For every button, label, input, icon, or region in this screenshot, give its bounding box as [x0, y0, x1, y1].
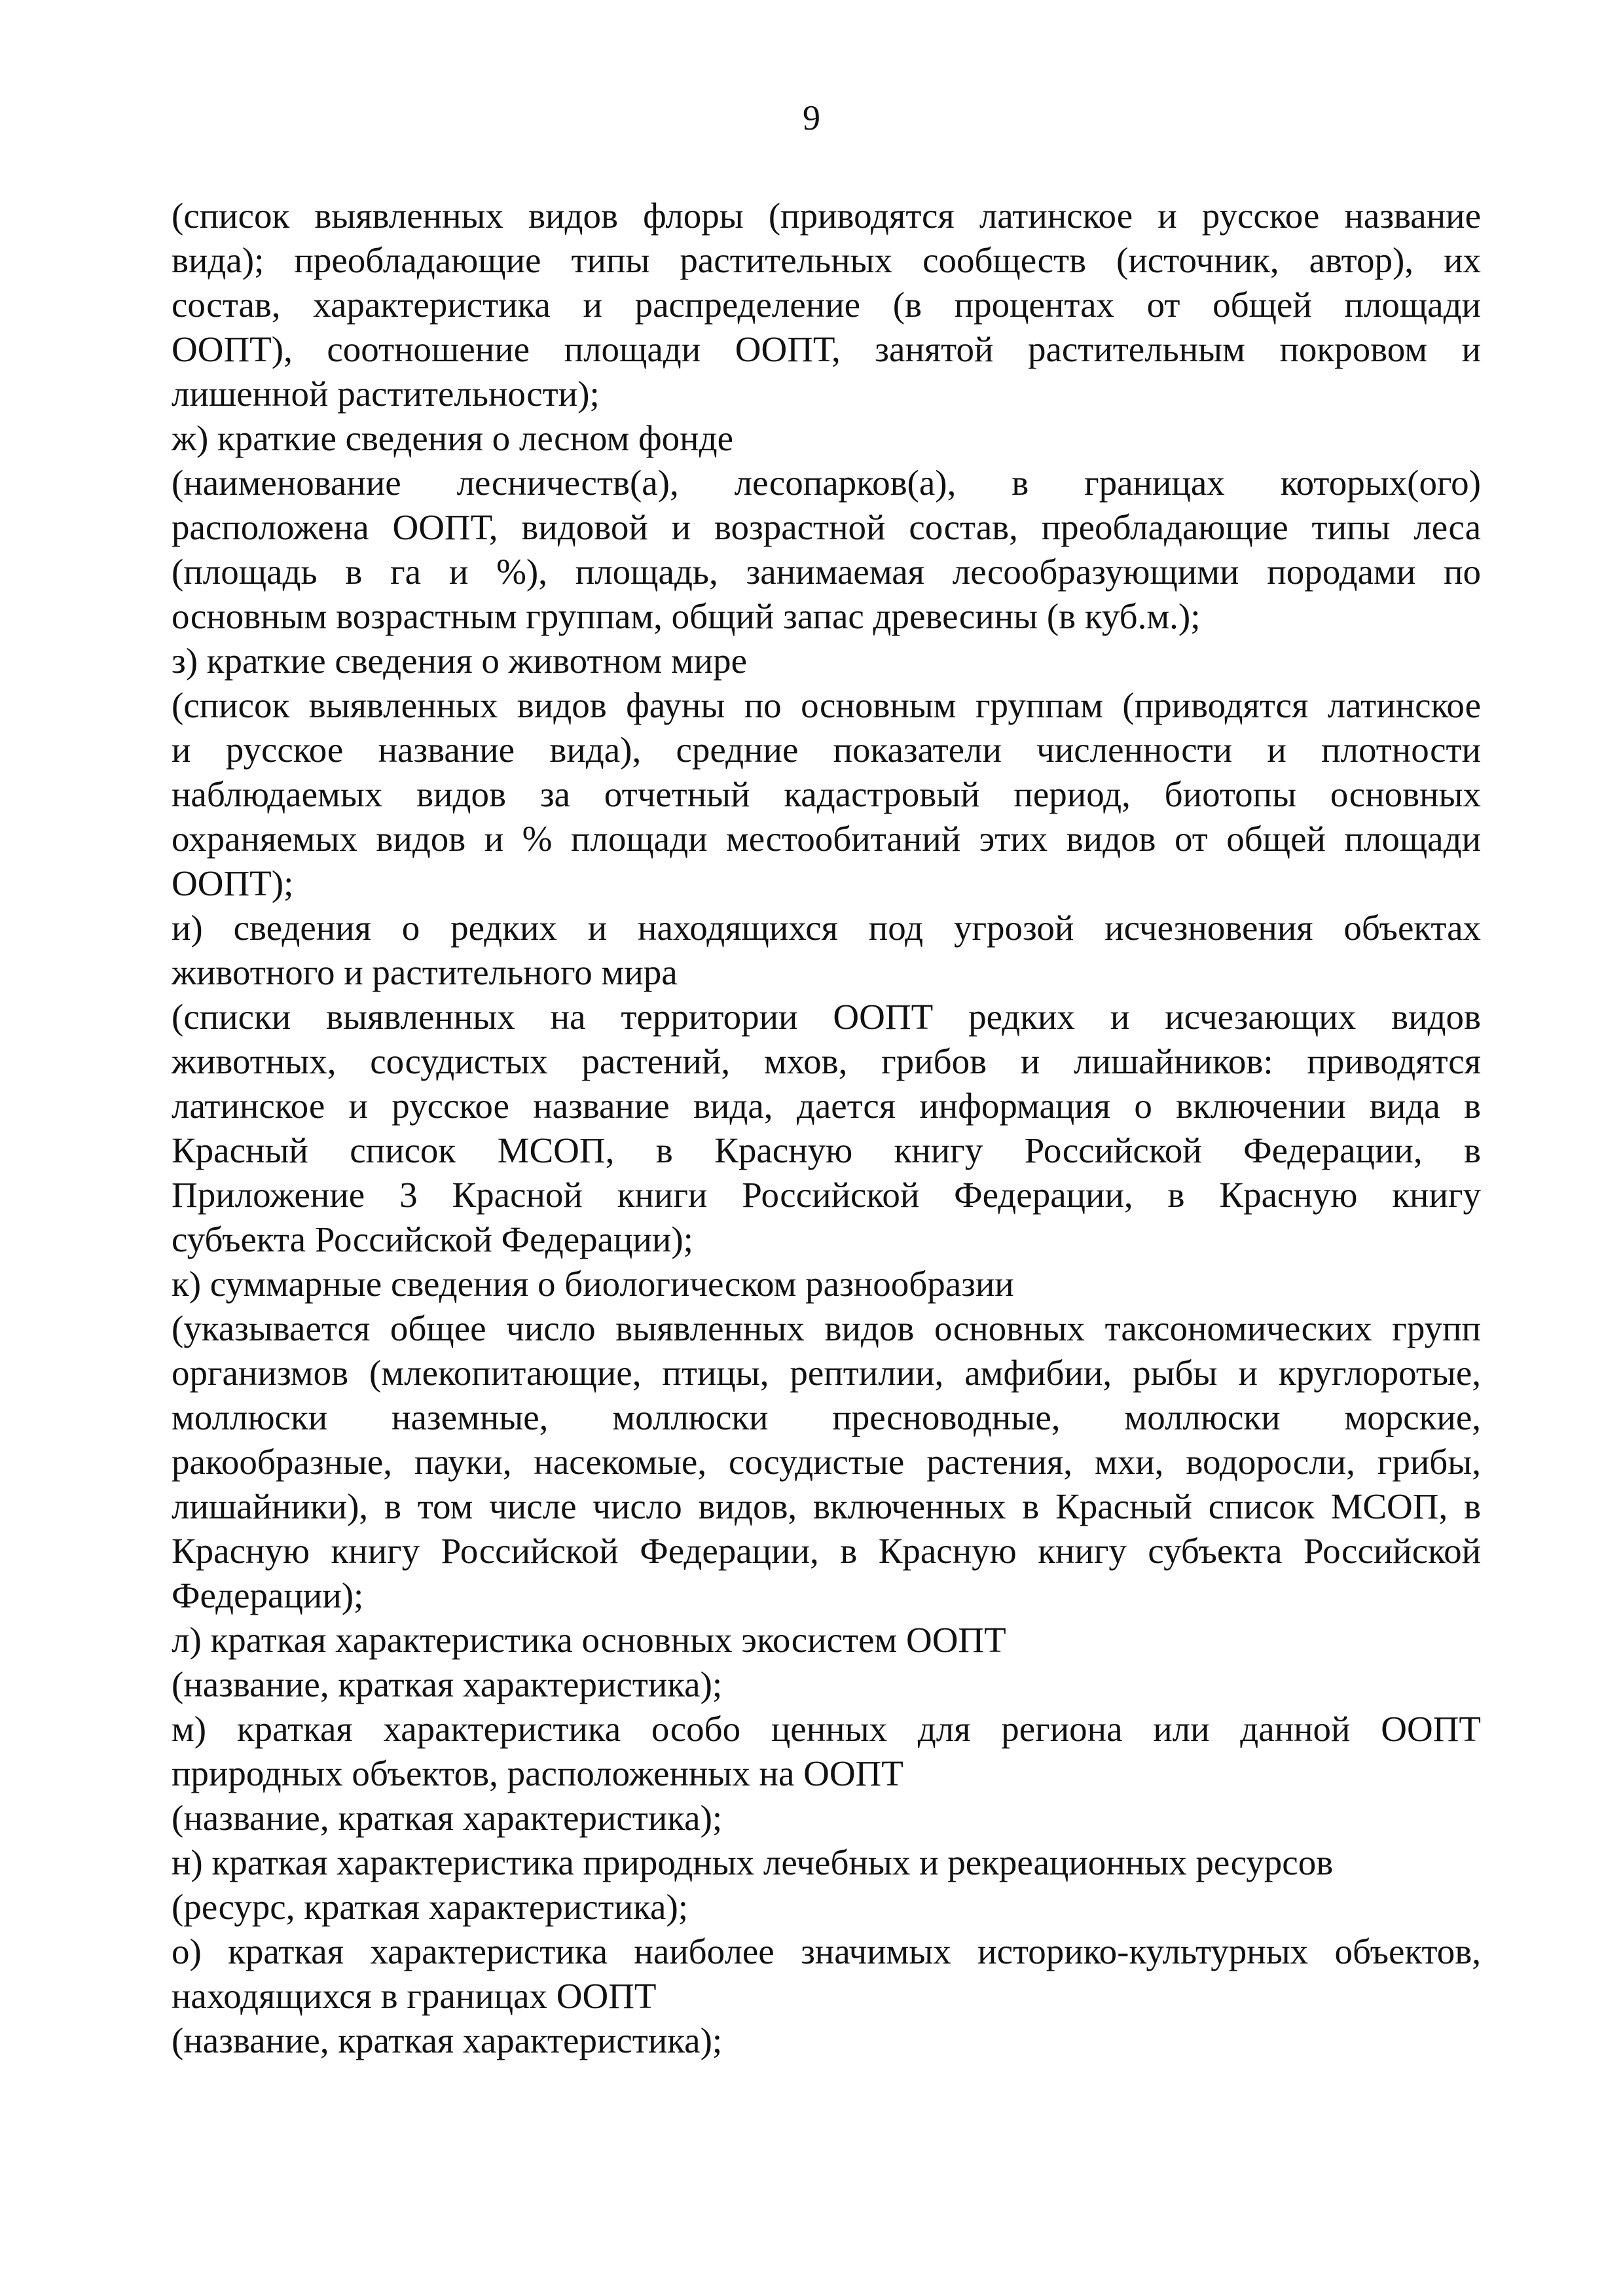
text-line: н) краткая характеристика природных лечебных и рекреационных ресурсов: [172, 1842, 1334, 1882]
text-line: (ресурс, краткая характеристика);: [172, 1887, 689, 1927]
text-line: Красный список МСОП, в Красную книгу Российской Федерации, в: [172, 1130, 1481, 1170]
text-line: основным возрастным группам, общий запас древесины (в куб.м.);: [172, 596, 1201, 636]
text-line: организмов (млекопитающие, птицы, рептилии, амфибии, рыбы и круглоротые,: [172, 1353, 1481, 1393]
text-line: (список выявленных видов фауны по основным группам (приводятся латинское: [172, 685, 1481, 725]
text-line: (название, краткая характеристика);: [172, 1664, 723, 1704]
text-line: (площадь в га и %), площадь, занимаемая лесообразующими породами по: [172, 552, 1481, 592]
document-body: [172, 194, 1481, 2063]
text-line: (название, краткая характеристика);: [172, 1798, 723, 1838]
text-line: з) краткие сведения о животном мире: [172, 641, 748, 681]
text-line: животного и растительного мира: [172, 952, 678, 992]
text-line: субъекта Российской Федерации);: [172, 1219, 693, 1259]
text-line: м) краткая характеристика особо ценных для региона или данной ООПТ: [172, 1709, 1481, 1749]
text-line: о) краткая характеристика наиболее значимых историко-культурных объектов,: [172, 1931, 1481, 1971]
page-number: 9: [803, 98, 820, 137]
text-line: ракообразные, пауки, насекомые, сосудистые растения, мхи, водоросли, грибы,: [172, 1442, 1481, 1482]
text-line: ООПТ), соотношение площади ООПТ, занятой растительным покровом и: [172, 329, 1481, 369]
text-line: наблюдаемых видов за отчетный кадастровый период, биотопы основных: [172, 774, 1481, 814]
text-line: животных, сосудистых растений, мхов, грибов и лишайников: приводятся: [172, 1041, 1481, 1081]
text-line: латинское и русское название вида, дается информация о включении вида в: [172, 1086, 1481, 1126]
text-line: Красную книгу Российской Федерации, в Красную книгу субъекта Российской: [172, 1531, 1481, 1571]
text-line: ж) краткие сведения о лесном фонде: [172, 418, 733, 458]
text-line: лишенной растительности);: [172, 374, 600, 414]
text-line: л) краткая характеристика основных экосистем ООПТ: [172, 1620, 1006, 1660]
text-line: Приложение 3 Красной книги Российской Федерации, в Красную книгу: [172, 1175, 1481, 1215]
text-line: состав, характеристика и распределение (в процентах от общей площади: [172, 285, 1481, 325]
text-line: расположена ООПТ, видовой и возрастной состав, преобладающие типы леса: [172, 507, 1481, 547]
text-line: к) суммарные сведения о биологическом разнообразии: [172, 1264, 1014, 1304]
text-line: охраняемых видов и % площади местообитаний этих видов от общей площади: [172, 819, 1481, 859]
text-line: Федерации);: [172, 1575, 364, 1615]
text-line: (указывается общее число выявленных видов основных таксономических групп: [172, 1308, 1481, 1348]
text-line: (списки выявленных на территории ООПТ редких и исчезающих видов: [172, 997, 1481, 1037]
text-line: моллюски наземные, моллюски пресноводные, моллюски морские,: [172, 1397, 1481, 1437]
text-line: и русское название вида), средние показатели численности и плотности: [172, 730, 1481, 770]
text-line: находящихся в границах ООПТ: [172, 1976, 657, 2016]
text-line: (список выявленных видов флоры (приводятся латинское и русское название: [172, 196, 1481, 236]
text-line: лишайники), в том числе число видов, включенных в Красный список МСОП, в: [172, 1486, 1481, 1526]
text-line: вида); преобладающие типы растительных сообществ (источник, автор), их: [172, 240, 1481, 280]
text-line: (название, краткая характеристика);: [172, 2020, 723, 2060]
text-line: (наименование лесничеств(а), лесопарков(а), в границах которых(ого): [172, 463, 1481, 503]
text-line: и) сведения о редких и находящихся под угрозой исчезновения объектах: [172, 908, 1481, 948]
text-line: природных объектов, расположенных на ООПТ: [172, 1753, 903, 1793]
text-line: ООПТ);: [172, 863, 294, 903]
